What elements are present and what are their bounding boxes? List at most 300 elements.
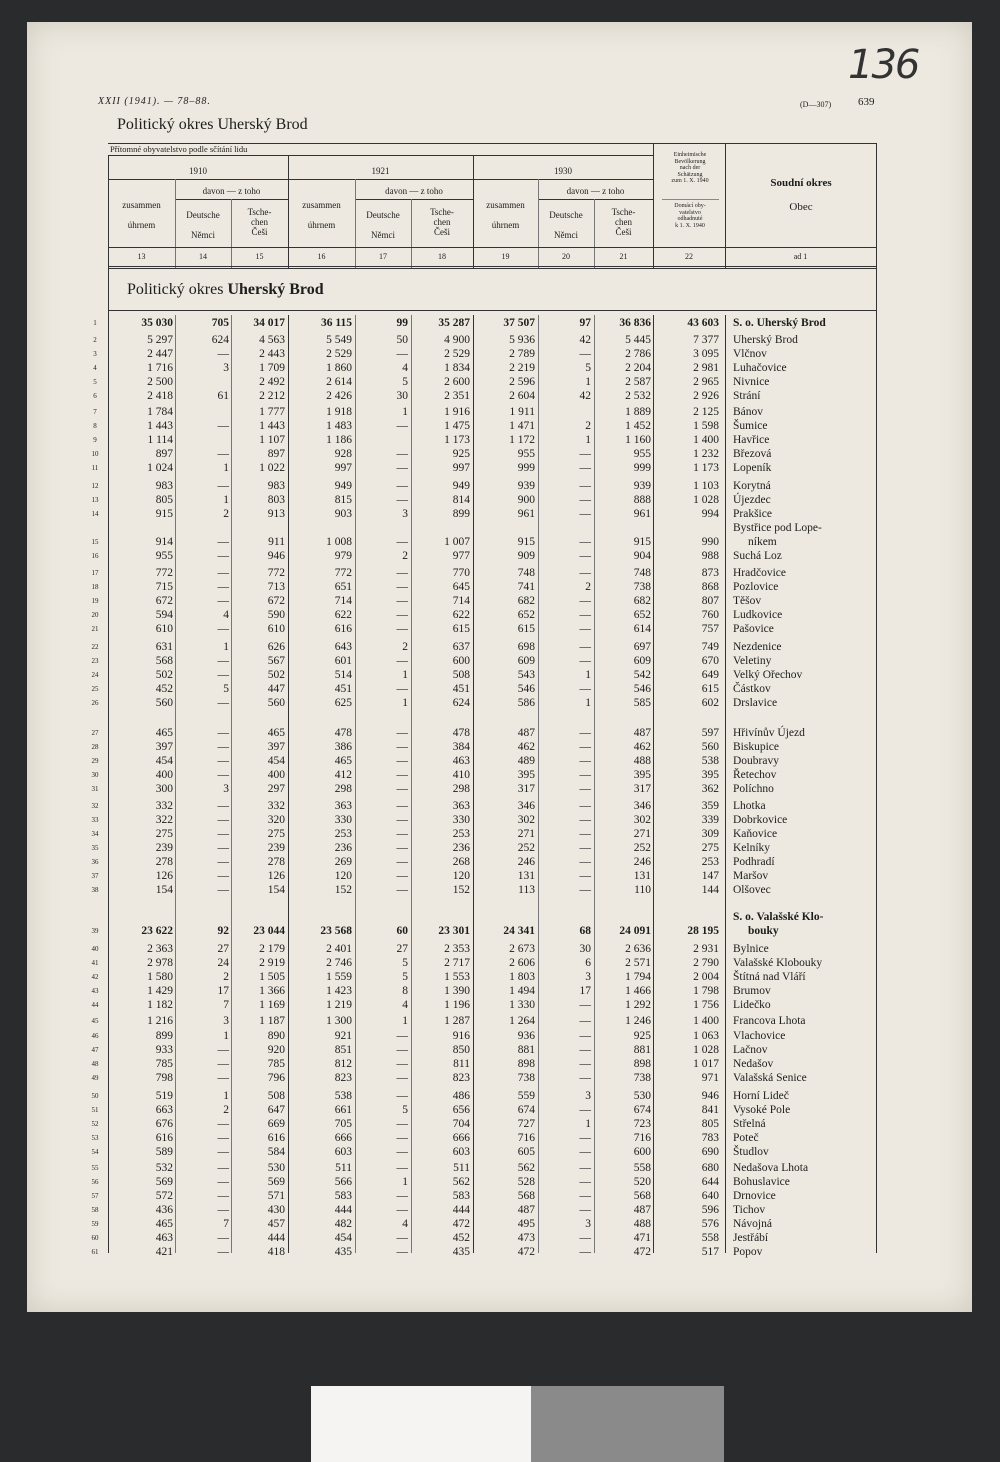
table-cell: 471 <box>633 1232 651 1244</box>
table-cell: 488 <box>633 1218 651 1230</box>
table-cell: 1 756 <box>693 999 719 1011</box>
table-cell: 2 426 <box>326 390 352 402</box>
table-row <box>0 754 1000 768</box>
table-cell: — <box>217 1232 229 1244</box>
table-cell: 430 <box>267 1204 285 1216</box>
table-cell: 384 <box>452 741 470 753</box>
table-cell: — <box>396 420 408 432</box>
table-cell: — <box>579 508 591 520</box>
table-cell: 465 <box>155 727 173 739</box>
table-cell: 1 598 <box>693 420 719 432</box>
table-row <box>0 799 1000 813</box>
table-cell: 532 <box>155 1162 173 1174</box>
table-cell: — <box>579 567 591 579</box>
table-cell: — <box>579 1146 591 1158</box>
municipality-name: Strání <box>733 390 761 402</box>
table-cell: 568 <box>155 655 173 667</box>
table-cell: 1 916 <box>444 406 470 418</box>
table-row <box>0 347 1000 361</box>
table-cell: 8 <box>402 985 408 997</box>
table-cell: 530 <box>267 1162 285 1174</box>
table-cell: — <box>579 1190 591 1202</box>
row-number: 35 <box>91 844 99 852</box>
table-cell: 511 <box>453 1162 470 1174</box>
table-cell: 796 <box>267 1072 285 1084</box>
table-cell: 785 <box>267 1058 285 1070</box>
col-num-22: 22 <box>685 252 693 261</box>
table-cell: 465 <box>155 1218 173 1230</box>
table-cell: — <box>396 1190 408 1202</box>
table-row <box>0 768 1000 782</box>
table-cell: — <box>217 1204 229 1216</box>
municipality-name: Študlov <box>733 1146 769 1158</box>
table-cell: 332 <box>155 800 173 812</box>
col-num-20: 20 <box>562 252 570 261</box>
table-cell: 502 <box>155 669 173 681</box>
table-cell: 252 <box>517 842 535 854</box>
table-cell: 2 606 <box>509 957 535 969</box>
table-row <box>0 726 1000 740</box>
table-cell: — <box>396 567 408 579</box>
table-row <box>0 316 1000 330</box>
table-cell: — <box>217 1176 229 1188</box>
table-cell: 661 <box>334 1104 352 1116</box>
table-cell: 741 <box>517 581 535 593</box>
table-cell: 462 <box>633 741 651 753</box>
table-cell: 454 <box>334 1232 352 1244</box>
table-cell: 738 <box>633 1072 651 1084</box>
municipality-name: Suchá Loz <box>733 550 782 562</box>
row-number: 3 <box>93 350 97 358</box>
table-cell: 955 <box>517 448 535 460</box>
table-cell: 278 <box>267 856 285 868</box>
table-cell: 144 <box>701 884 719 896</box>
municipality-name: Francova Lhota <box>733 1015 806 1027</box>
table-cell: 332 <box>267 800 285 812</box>
table-cell: 322 <box>155 814 173 826</box>
municipality-name: Lhotka <box>733 800 766 812</box>
table-cell: 4 563 <box>259 334 285 346</box>
table-cell: 610 <box>155 623 173 635</box>
table-cell: — <box>396 683 408 695</box>
table-cell: 435 <box>452 1246 470 1258</box>
table-cell: 898 <box>517 1058 535 1070</box>
table-row <box>0 507 1000 521</box>
table-cell: 452 <box>155 683 173 695</box>
table-cell: 472 <box>517 1246 535 1258</box>
table-cell: 359 <box>701 800 719 812</box>
table-cell: 444 <box>267 1232 285 1244</box>
table-cell: 27 <box>396 943 408 955</box>
table-cell: 465 <box>267 727 285 739</box>
table-row <box>0 1014 1000 1028</box>
table-cell: — <box>396 1204 408 1216</box>
table-row <box>0 608 1000 622</box>
municipality-name: Poteč <box>733 1132 759 1144</box>
table-cell: 760 <box>701 609 719 621</box>
table-cell: — <box>217 1190 229 1202</box>
municipality-name: Brumov <box>733 985 771 997</box>
table-cell: 4 <box>402 362 408 374</box>
table-cell: 590 <box>267 609 285 621</box>
table-cell: 1 017 <box>693 1058 719 1070</box>
table-cell: 330 <box>334 814 352 826</box>
table-cell: 670 <box>701 655 719 667</box>
table-row <box>0 1231 1000 1245</box>
table-cell: 3 <box>585 1090 591 1102</box>
table-cell: — <box>579 755 591 767</box>
table-cell: 997 <box>452 462 470 474</box>
table-row <box>0 1175 1000 1189</box>
table-cell: 757 <box>701 623 719 635</box>
table-cell: 1 918 <box>326 406 352 418</box>
table-cell: 2 571 <box>625 957 651 969</box>
table-cell: 246 <box>517 856 535 868</box>
table-cell: 528 <box>517 1176 535 1188</box>
table-cell: 803 <box>267 494 285 506</box>
table-cell: 2 492 <box>259 376 285 388</box>
table-cell: — <box>579 595 591 607</box>
table-cell: 1 160 <box>625 434 651 446</box>
table-cell: — <box>217 814 229 826</box>
table-cell: — <box>396 1118 408 1130</box>
table-cell: 2 004 <box>693 971 719 983</box>
table-cell: 946 <box>701 1090 719 1102</box>
table-cell: 770 <box>452 567 470 579</box>
table-cell: 4 <box>402 1218 408 1230</box>
table-cell: 43 603 <box>687 317 719 329</box>
municipality-name: Lidečko <box>733 999 771 1011</box>
table-cell: 7 <box>223 999 229 1011</box>
table-cell: 921 <box>334 1030 352 1042</box>
table-cell: 486 <box>452 1090 470 1102</box>
table-cell: 35 287 <box>438 317 470 329</box>
table-cell: 23 301 <box>438 925 470 937</box>
table-cell: 546 <box>633 683 651 695</box>
table-cell: 594 <box>155 609 173 621</box>
table-cell: 1 <box>223 1030 229 1042</box>
table-cell: 1 466 <box>625 985 651 997</box>
table-cell: 297 <box>267 783 285 795</box>
table-cell: 1 443 <box>147 420 173 432</box>
table-cell: 697 <box>633 641 651 653</box>
table-cell: 569 <box>267 1176 285 1188</box>
table-cell: 1 186 <box>326 434 352 446</box>
table-cell: 489 <box>517 755 535 767</box>
row-number: 6 <box>93 392 97 400</box>
table-cell: 278 <box>155 856 173 868</box>
table-cell: 1 794 <box>625 971 651 983</box>
table-cell: 589 <box>155 1146 173 1158</box>
table-cell: 601 <box>334 655 352 667</box>
table-cell: 2 212 <box>259 390 285 402</box>
municipality-name: Velký Ořechov <box>733 669 803 681</box>
municipality-name: Doubravy <box>733 755 779 767</box>
table-cell: 435 <box>334 1246 352 1258</box>
table-cell: 1 022 <box>259 462 285 474</box>
table-cell: 1 400 <box>693 434 719 446</box>
table-cell: — <box>217 595 229 607</box>
row-number: 56 <box>91 1178 99 1186</box>
table-cell: 2 746 <box>326 957 352 969</box>
table-cell: 715 <box>155 581 173 593</box>
table-cell: 898 <box>633 1058 651 1070</box>
table-cell: 2 790 <box>693 957 719 969</box>
table-cell: 418 <box>267 1246 285 1258</box>
table-cell: 1 423 <box>326 985 352 997</box>
row-number: 1 <box>93 319 97 327</box>
table-cell: 3 095 <box>693 348 719 360</box>
municipality-name: S. o. Uherský Brod <box>733 317 826 329</box>
table-cell: 37 507 <box>503 317 535 329</box>
table-cell: — <box>396 1132 408 1144</box>
table-row <box>0 1071 1000 1085</box>
table-cell: — <box>396 1090 408 1102</box>
estimate-header-de <box>655 152 725 185</box>
table-cell: 2 125 <box>693 406 719 418</box>
table-cell: 514 <box>334 669 352 681</box>
table-cell: — <box>396 581 408 593</box>
table-row <box>0 740 1000 754</box>
table-cell: — <box>579 655 591 667</box>
table-cell: 302 <box>517 814 535 826</box>
table-cell: 2 965 <box>693 376 719 388</box>
table-cell: 622 <box>452 609 470 621</box>
table-cell: 899 <box>452 508 470 520</box>
volume-reference: XXII (1941). — 78–88. <box>98 96 211 107</box>
table-cell: — <box>579 870 591 882</box>
davon-1910: davon — z toho <box>202 186 261 196</box>
municipality-name: Ludkovice <box>733 609 783 621</box>
table-cell: 672 <box>267 595 285 607</box>
row-number: 16 <box>91 552 99 560</box>
row-number: 61 <box>91 1248 99 1256</box>
table-cell: 983 <box>155 480 173 492</box>
table-row <box>0 1189 1000 1203</box>
table-cell: 28 195 <box>687 925 719 937</box>
table-row <box>0 682 1000 696</box>
table-cell: 676 <box>155 1118 173 1130</box>
table-cell: 727 <box>517 1118 535 1130</box>
table-cell: 457 <box>267 1218 285 1230</box>
table-cell: 805 <box>155 494 173 506</box>
table-cell: 558 <box>701 1232 719 1244</box>
table-cell: 3 <box>585 971 591 983</box>
table-cell: — <box>217 581 229 593</box>
table-cell: 1 494 <box>509 985 535 997</box>
row-number: 46 <box>91 1032 99 1040</box>
table-row <box>0 984 1000 998</box>
table-cell: 68 <box>579 925 591 937</box>
table-cell: 983 <box>267 480 285 492</box>
table-cell: 925 <box>633 1030 651 1042</box>
row-number: 30 <box>91 771 99 779</box>
table-cell: 625 <box>334 697 352 709</box>
table-cell: — <box>579 1176 591 1188</box>
table-cell: 1 330 <box>509 999 535 1011</box>
table-cell: 120 <box>334 870 352 882</box>
table-cell: — <box>396 462 408 474</box>
table-cell: 2 <box>402 550 408 562</box>
table-cell: 881 <box>517 1044 535 1056</box>
table-cell: 1 <box>223 494 229 506</box>
table-cell: 916 <box>452 1030 470 1042</box>
row-number: 18 <box>91 583 99 591</box>
row-number: 28 <box>91 743 99 751</box>
row-number: 29 <box>91 757 99 765</box>
table-cell: 585 <box>633 697 651 709</box>
municipality-name: Hřivínův Újezd <box>733 727 805 739</box>
header-line: nach der <box>679 165 701 171</box>
table-cell: 925 <box>452 448 470 460</box>
municipality-name: Částkov <box>733 683 771 695</box>
table-cell: 674 <box>517 1104 535 1116</box>
table-row <box>0 654 1000 668</box>
table-row <box>0 869 1000 883</box>
table-cell: 596 <box>701 1204 719 1216</box>
table-cell: 631 <box>155 641 173 653</box>
row-number: 58 <box>91 1206 99 1214</box>
table-cell: 602 <box>701 697 719 709</box>
table-cell: 478 <box>334 727 352 739</box>
table-cell: 472 <box>452 1218 470 1230</box>
table-cell: 395 <box>517 769 535 781</box>
table-cell: — <box>396 448 408 460</box>
table-cell: 811 <box>453 1058 470 1070</box>
year-1930: 1930 <box>554 166 572 176</box>
table-cell: 495 <box>517 1218 535 1230</box>
table-row <box>0 1245 1000 1259</box>
table-cell: 239 <box>267 842 285 854</box>
table-cell: 904 <box>633 550 651 562</box>
table-cell: 538 <box>701 755 719 767</box>
table-cell: 275 <box>155 828 173 840</box>
table-cell: — <box>396 1030 408 1042</box>
table-cell: 50 <box>396 334 408 346</box>
table-cell: 569 <box>155 1176 173 1188</box>
table-cell: 5 297 <box>147 334 173 346</box>
table-cell: — <box>579 494 591 506</box>
table-cell: 7 <box>223 1218 229 1230</box>
row-number: 43 <box>91 987 99 995</box>
municipality-name: Luhačovice <box>733 362 787 374</box>
table-cell: 979 <box>334 550 352 562</box>
table-cell: 1 860 <box>326 362 352 374</box>
municipality-name: Políchno <box>733 783 774 795</box>
table-cell: — <box>579 783 591 795</box>
table-cell: 637 <box>452 641 470 653</box>
table-cell: 97 <box>579 317 591 329</box>
table-cell: — <box>579 1162 591 1174</box>
table-cell: 152 <box>334 884 352 896</box>
header-line: zum 1. X. 1940 <box>671 178 709 184</box>
table-cell: 1 169 <box>259 999 285 1011</box>
table-cell: 1 007 <box>444 536 470 548</box>
table-cell: — <box>579 828 591 840</box>
table-cell: 1 <box>585 669 591 681</box>
row-number: 15 <box>91 538 99 546</box>
table-cell: 478 <box>452 727 470 739</box>
table-cell: 716 <box>517 1132 535 1144</box>
table-cell: 576 <box>701 1218 719 1230</box>
table-cell: 395 <box>701 769 719 781</box>
table-cell: 488 <box>633 755 651 767</box>
table-cell: 841 <box>701 1104 719 1116</box>
table-cell: — <box>217 1132 229 1144</box>
row-number: 40 <box>91 945 99 953</box>
municipality-name: Nezdenice <box>733 641 782 653</box>
table-cell: 2 789 <box>509 348 535 360</box>
table-cell: — <box>396 1246 408 1258</box>
table-cell: 110 <box>634 884 651 896</box>
table-cell: 1 264 <box>509 1015 535 1027</box>
table-cell: 915 <box>155 508 173 520</box>
table-cell: 2 587 <box>625 376 651 388</box>
header-line: Einheimische <box>673 152 707 158</box>
table-cell: 36 836 <box>619 317 651 329</box>
table-cell: 300 <box>155 783 173 795</box>
table-cell: 463 <box>452 755 470 767</box>
table-cell: 643 <box>334 641 352 653</box>
row-number: 45 <box>91 1017 99 1025</box>
row-number: 13 <box>91 496 99 504</box>
col-num-18: 18 <box>438 252 446 261</box>
table-cell: — <box>217 800 229 812</box>
table-cell: 705 <box>334 1118 352 1130</box>
table-cell: 152 <box>452 884 470 896</box>
municipality-name: Drnovice <box>733 1190 776 1202</box>
table-cell: 126 <box>267 870 285 882</box>
table-cell: 823 <box>334 1072 352 1084</box>
table-cell: 2 447 <box>147 348 173 360</box>
table-row <box>0 813 1000 827</box>
table-cell: 1 107 <box>259 434 285 446</box>
municipality-name: Tichov <box>733 1204 766 1216</box>
table-cell: 1 834 <box>444 362 470 374</box>
table-cell: 546 <box>517 683 535 695</box>
municipality-name: Olšovec <box>733 884 771 896</box>
table-cell: 566 <box>334 1176 352 1188</box>
table-cell: 873 <box>701 567 719 579</box>
table-cell: — <box>579 1030 591 1042</box>
col-num-13: 13 <box>137 252 146 261</box>
table-cell: — <box>579 856 591 868</box>
table-cell: — <box>396 1058 408 1070</box>
table-cell: — <box>396 755 408 767</box>
table-cell: — <box>217 1118 229 1130</box>
row-number: 2 <box>93 336 97 344</box>
table-cell: 823 <box>452 1072 470 1084</box>
table-cell: — <box>396 1044 408 1056</box>
municipality-name: Vlachovice <box>733 1030 786 1042</box>
table-cell: 24 341 <box>503 925 535 937</box>
table-cell: 560 <box>155 697 173 709</box>
table-cell: 928 <box>334 448 352 460</box>
table-cell: 785 <box>155 1058 173 1070</box>
table-cell: 624 <box>211 334 229 346</box>
table-cell: 400 <box>155 769 173 781</box>
municipality-name: Pozlovice <box>733 581 779 593</box>
table-cell: 1 366 <box>259 985 285 997</box>
table-cell: 890 <box>267 1030 285 1042</box>
table-cell: 616 <box>267 1132 285 1144</box>
deutsche-1910: Deutsche Němci <box>186 210 220 240</box>
municipality-name: Horní Lideč <box>733 1090 789 1102</box>
table-cell: 309 <box>701 828 719 840</box>
row-number: 32 <box>91 802 99 810</box>
col-num-15: 15 <box>255 252 264 261</box>
municipality-name: Maršov <box>733 870 769 882</box>
